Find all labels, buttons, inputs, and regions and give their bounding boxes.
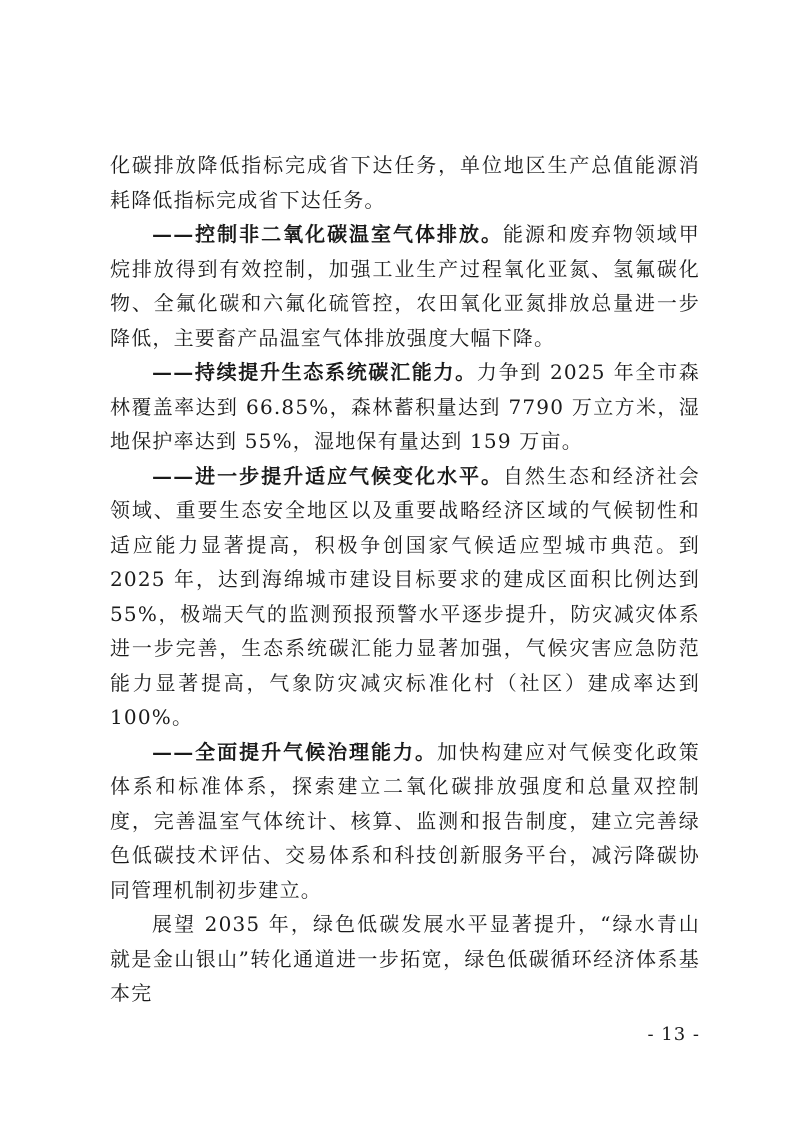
document-body [110,148,700,1011]
paragraph-climate-adaptation [110,459,700,735]
paragraph-carbon-sink [110,355,700,459]
paragraph-heading: ——全面提升气候治理能力。 [152,739,437,764]
paragraph-non-co2-emissions [110,217,700,355]
paragraph-heading: ——进一步提升适应气候变化水平。 [152,463,503,488]
paragraph-outlook-2035 [110,907,700,1011]
page-number: - 13 - [647,1024,700,1045]
paragraph-text: 加快构建应对气候变化政策体系和标准体系，探索建立二氧化碳排放强度和总量双控制度，完善温室气体统计、核算、监测和报告制度，建立完善绿色低碳技术评估、交易体系和科技创新服务平台，减污降碳协同管理机制初步建立。 [110,739,700,902]
paragraph-text: 化碳排放降低指标完成省下达任务，单位地区生产总值能源消耗降低指标完成省下达任务。 [110,153,700,212]
paragraph-climate-governance [110,735,700,908]
paragraph-continuation [110,148,700,217]
paragraph-heading: ——控制非二氧化碳温室气体排放。 [152,222,503,246]
paragraph-text: 力争到 2025 年全市森林覆盖率达到 66.85%，森林蓄积量达到 7790 万立方米，湿地保护率达到 55%，湿地保有量达到 159 万亩。 [110,360,701,453]
paragraph-heading: ——持续提升生态系统碳汇能力。 [152,360,477,384]
paragraph-text: 展望 2035 年，绿色低碳发展水平显著提升，“绿水青山就是金山银山”转化通道进一步拓宽，绿色低碳循环经济体系基本完 [110,912,700,1005]
paragraph-text: 自然生态和经济社会领域、重要生态安全地区以及重要战略经济区域的气候韧性和适应能力显著提高，积极争创国家气候适应型城市典范。到 2025 年，达到海绵城市建设目标要求的建成区面积比例达到 55%，极端天气的监测预报预警水平逐步提升，防灾减灾体系进一步完善，生态系统碳汇能力显著加强，气候灾害应急防范能力显著提高，气象防灾减灾标准化村（社区）建成率达到 100%。 [110,463,700,729]
paragraph-text: 能源和废弃物领域甲烷排放得到有效控制，加强工业生产过程氧化亚氮、氢氟碳化物、全氟化碳和六氟化硫管控，农田氧化亚氮排放总量进一步降低，主要畜产品温室气体排放强度大幅下降。 [110,222,700,350]
